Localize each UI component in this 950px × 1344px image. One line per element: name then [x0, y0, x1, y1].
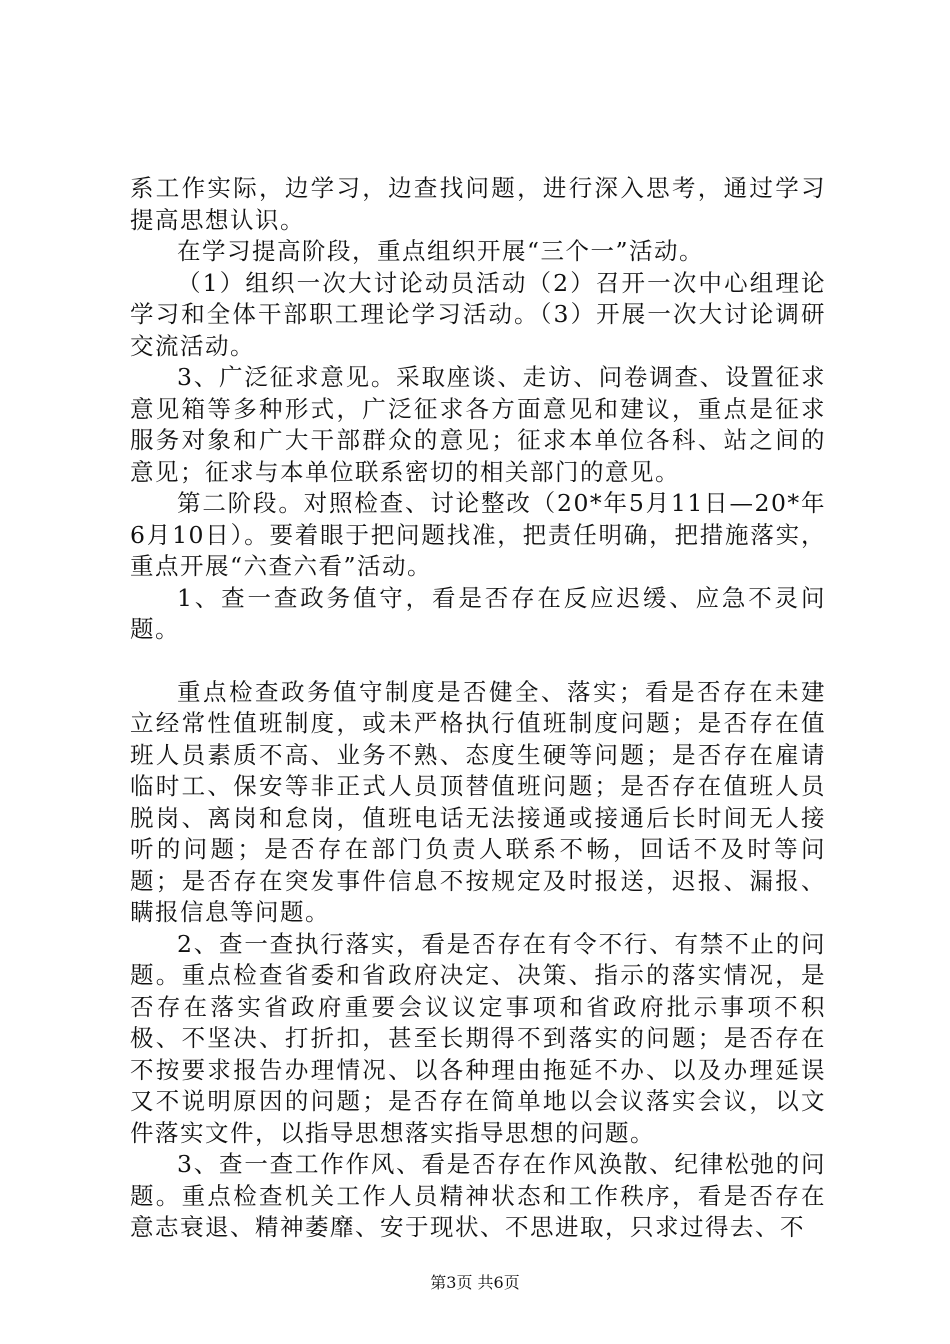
page-number-footer: 第3页 共6页 [430, 1273, 520, 1292]
paragraph-duty-details: 重点检查政务值守制度是否健全、落实；看是否存在未建立经常性值班制度，或未严格执行值班制度问题；是否存在值班人员素质不高、业务不熟、态度生硬等问题；是否存在雇请临时工、保安等非正式人员顶替值班问题；是否存在值班人员脱岗、离岗和怠岗，值班电话无法接通或接通后长时间无人接听的问题；是否存在部门负责人联系不畅，回话不及时等问题；是否存在突发事件信息不按规定及时报送，迟报、漏报、瞒报信息等问题。 [130, 677, 826, 926]
paragraph-second-stage: 第二阶段。对照检查、讨论整改（20*年5月11日—20*年6月10日）。要着眼于把问题找准，把责任明确，把措施落实，重点开展“六查六看”活动。 [130, 489, 826, 580]
paragraph-check-implementation: 2、查一查执行落实，看是否存在有令不行、有禁不止的问题。重点检查省委和省政府决定、决策、指示的落实情况，是否存在落实省政府重要会议议定事项和省政府批示事项不积极、不坚决、打折扣，甚至长期得不到落实的问题；是否存在不按要求报告办理情况、以各种理由拖延不办、以及办理延误又不说明原因的问题；是否存在简单地以会议落实会议，以文件落实文件，以指导思想落实指导思想的问题。 [130, 929, 826, 1147]
paragraph-learning-stage: 在学习提高阶段，重点组织开展“三个一”活动。 [177, 237, 705, 265]
paragraph-check-duty: 1、查一查政务值守，看是否存在反应迟缓、应急不灵问题。 [130, 583, 826, 643]
document-body [130, 173, 826, 1244]
paragraph-gap [130, 646, 826, 677]
paragraph-solicit-opinions: 3、广泛征求意见。采取座谈、走访、问卷调查、设置征求意见箱等多种形式，广泛征求各方面意见和建议，重点是征求服务对象和广大干部群众的意见；征求本单位各科、站之间的意见；征求与本单位联系密切的相关部门的意见。 [130, 363, 826, 486]
paragraph-continuation: 系工作实际，边学习，边查找问题，进行深入思考，通过学习提高思想认识。 [130, 174, 826, 234]
paragraph-three-activities: （1）组织一次大讨论动员活动（2）召开一次中心组理论学习和全体干部职工理论学习活动。（3）开展一次大讨论调研交流活动。 [130, 268, 826, 360]
paragraph-check-work-style: 3、查一查工作作风、看是否存在作风涣散、纪律松弛的问题。重点检查机关工作人员精神状态和工作秩序，看是否存在意志衰退、精神萎靡、安于现状、不思进取，只求过得去、不 [130, 1150, 826, 1241]
